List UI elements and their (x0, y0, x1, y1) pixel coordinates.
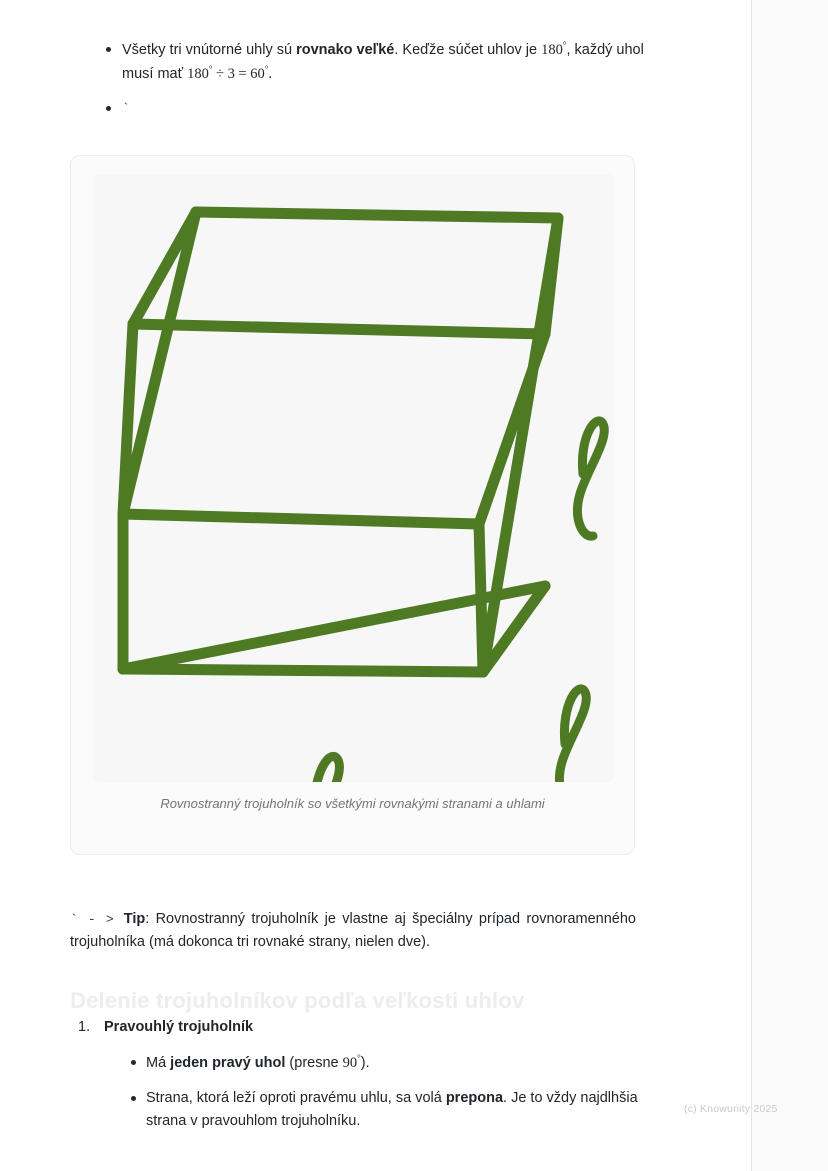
list-item (100, 38, 645, 87)
sub-text-before: Má (146, 1055, 171, 1072)
sub-bold-text-2: prepona (445, 1089, 504, 1106)
math-expression-divide: ÷ 3 = 60 (212, 66, 265, 83)
cube-edge-top-back (196, 212, 558, 218)
list-item (100, 97, 645, 120)
bullet-text-after: , každý uhol musí mať (122, 41, 644, 83)
list-item-title: Pravouhlý trojuholník (104, 1019, 254, 1035)
degree-symbol: ° (562, 40, 567, 50)
cube-edge-front-top (123, 514, 479, 524)
list-item (126, 1051, 650, 1075)
intro-bullet-list (100, 38, 645, 130)
ordered-list-section (70, 1016, 650, 1144)
cube-edge-front-bottom (123, 669, 483, 672)
tip-text: : Rovnostranný trojuholník je vlastne aj špeciálny prípad rovnoramenného trojuholníka (má dokonca tri rovnaké strany, nielen dve). (70, 910, 636, 950)
letter-l-bottom (308, 756, 339, 782)
sub-bullet-list (104, 1051, 650, 1133)
figure-image (93, 174, 614, 782)
bullet-bold-text: rovnako veľké (296, 41, 395, 58)
degree-symbol-90: ° (357, 1053, 361, 1064)
tip-paragraph (70, 908, 636, 955)
letter-l-right-lower (560, 689, 587, 782)
math-value-180: 180 (541, 41, 563, 58)
cube-diagonal-right (483, 218, 558, 672)
degree-symbol-b: ° (208, 64, 213, 75)
tip-prefix: ` - > (70, 911, 124, 927)
cube-drawing-svg (93, 174, 614, 782)
bullet-text-mid: . Keďže súčet uhlov je (394, 41, 542, 58)
cube-edge-back-bottom (133, 324, 545, 334)
sub-text-after: ). (360, 1055, 370, 1072)
right-margin-gutter (751, 0, 828, 1171)
sub-text-mid-2: . Je to vždy najdlhšia strana v pravouhlom trojuholníku. (146, 1089, 638, 1129)
figure-caption: Rovnostranný trojuholník so všetkými rovnakými stranami a uhlami (160, 796, 545, 811)
list-item (70, 1016, 650, 1133)
sub-text-mid: (presne (285, 1055, 343, 1072)
letter-l-right-upper (578, 421, 605, 536)
copyright-watermark: (c) Knowunity 2025 (684, 1103, 778, 1115)
figure-card (70, 155, 635, 855)
math-value-180-b: 180 (187, 66, 209, 83)
sub-text-before-2: Strana, ktorá leží oproti pravému uhlu, sa volá (146, 1089, 446, 1106)
section-heading-faded: Delenie trojuholníkov podľa veľkosti uhlov (70, 988, 525, 1014)
bullet-end-punctuation: . (268, 66, 273, 83)
backtick-artifact: ` (122, 100, 130, 116)
list-item (126, 1087, 650, 1134)
list-item-number: 1. (78, 1019, 91, 1035)
bullet-text-before: Všetky tri vnútorné uhly sú (122, 41, 297, 58)
tip-label: Tip (123, 910, 146, 927)
math-value-90: 90 (342, 1055, 358, 1072)
sub-bold-text: jeden pravý uhol (170, 1055, 286, 1072)
degree-symbol-c: ° (264, 64, 269, 75)
